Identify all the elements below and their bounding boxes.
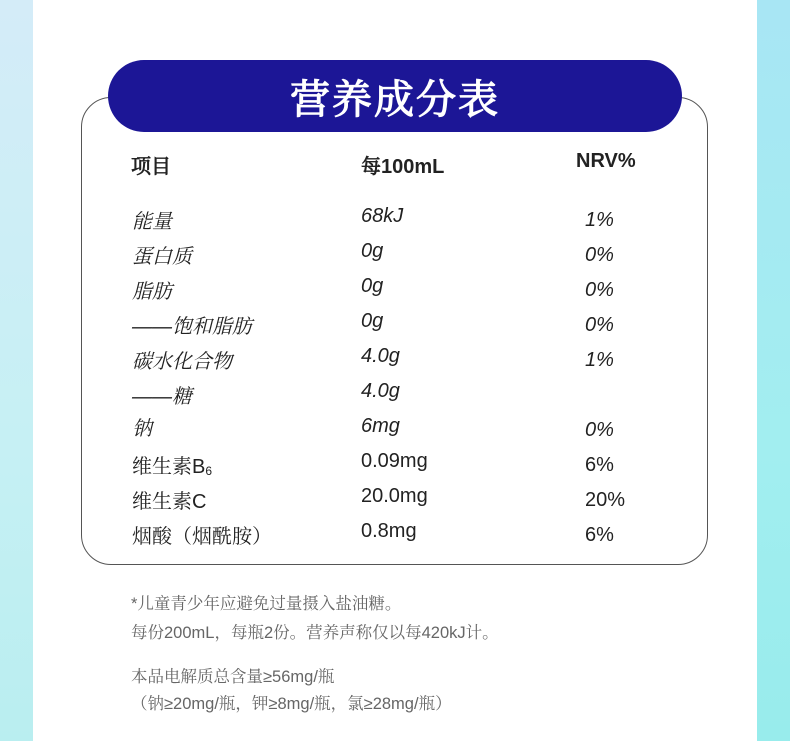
row-name: 能量 — [132, 211, 172, 233]
row-value: 68kJ — [361, 205, 404, 227]
row-nrv: 20% — [585, 489, 626, 511]
table-row — [0, 412, 790, 442]
note-line-1: *儿童青少年应避免过量摄入盐油糖。 — [131, 595, 402, 613]
row-name: ——糖 — [132, 386, 192, 408]
row-name: 维生素$B_6$ — [132, 456, 213, 478]
table-row — [0, 520, 790, 550]
row-nrv: 0% — [585, 244, 614, 266]
header-item: 项目 — [131, 156, 171, 178]
note-line-4: （钠≥20mg/瓶，钾≥8mg/瓶，氯≥28mg/瓶） — [131, 695, 452, 713]
row-nrv: 0% — [585, 419, 614, 441]
row-nrv: 6% — [585, 454, 614, 476]
row-value: 4.0g — [361, 345, 400, 367]
row-nrv: 6% — [585, 524, 614, 546]
table-row — [0, 310, 790, 340]
table-row — [0, 380, 790, 410]
note-line-3: 本品电解质总含量≥56mg/瓶 — [131, 668, 335, 686]
row-value: 20.0mg — [361, 485, 428, 507]
row-value: 0g — [361, 275, 384, 297]
row-value: 4.0g — [361, 380, 400, 402]
row-name: ——饱和脂肪 — [132, 316, 252, 338]
row-name: 脂肪 — [132, 281, 172, 303]
table-row — [0, 275, 790, 305]
note-line-2: 每份200mL，每瓶2份。营养声称仅以每420kJ计。 — [131, 624, 499, 642]
row-value: 6mg — [361, 415, 400, 437]
header-nrv: NRV% — [576, 150, 636, 172]
subscript-6: 6 — [205, 464, 213, 478]
table-row — [0, 205, 790, 235]
header-per-100ml: 每100mL — [361, 156, 445, 178]
row-name: 钠 — [132, 418, 152, 440]
row-nrv: 0% — [585, 279, 614, 301]
row-value: 0g — [361, 240, 384, 262]
row-name: 维生素C — [132, 491, 207, 513]
row-name: 碳水化合物 — [132, 351, 232, 373]
row-nrv: 0% — [585, 314, 614, 336]
row-nrv: 1% — [585, 209, 614, 231]
table-row — [0, 485, 790, 515]
table-row — [0, 240, 790, 270]
row-value: 0g — [361, 310, 384, 332]
table-title-banner: 营养成分表 — [108, 60, 682, 132]
table-row — [0, 450, 790, 480]
row-nrv: 1% — [585, 349, 614, 371]
row-value: 0.8mg — [361, 520, 417, 542]
row-name: 烟酸（烟酰胺） — [132, 526, 272, 548]
table-row — [0, 345, 790, 375]
row-value: 0.09mg — [361, 450, 428, 472]
row-name: 蛋白质 — [132, 246, 192, 268]
